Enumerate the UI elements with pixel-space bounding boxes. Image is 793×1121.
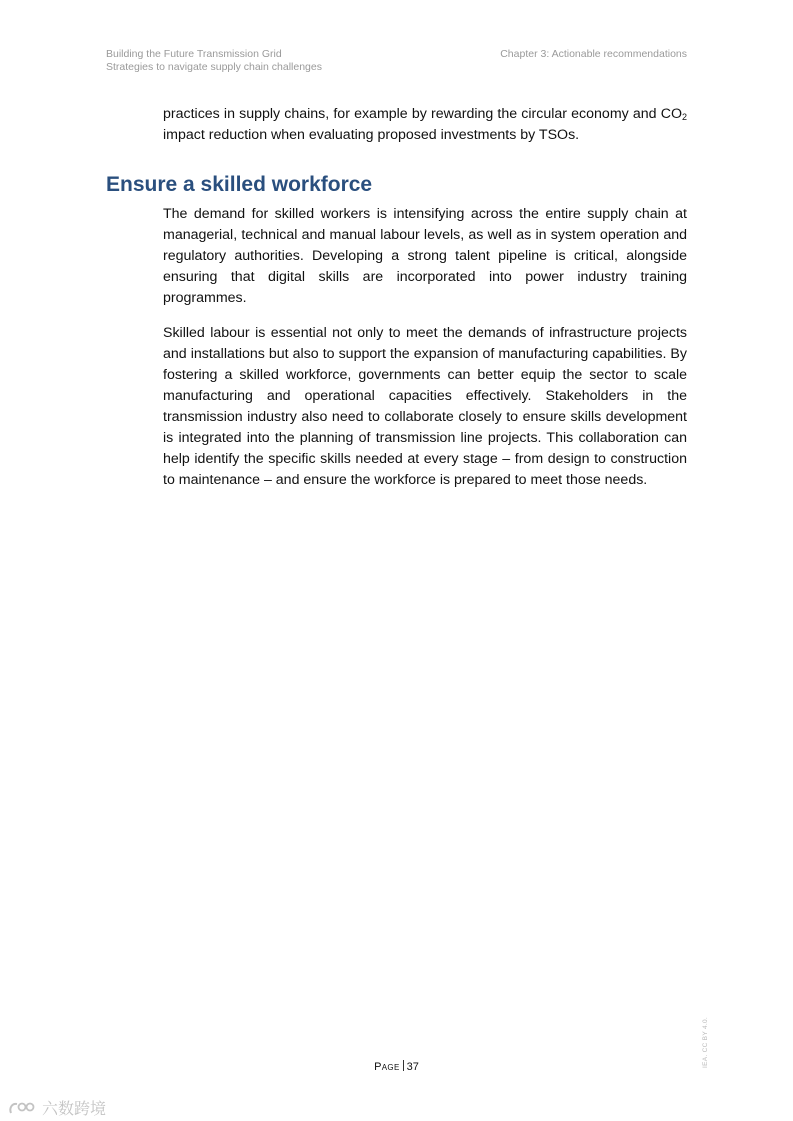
- license-credit: IEA. CC BY 4.0.: [702, 1017, 709, 1068]
- co2-subscript: 2: [681, 112, 687, 122]
- chapter-title: Chapter 3: Actionable recommendations: [500, 48, 687, 60]
- watermark-text: 六数跨境: [42, 1101, 107, 1118]
- intro-text-before: practices in supply chains, for example by rewarding the circular economy and CO: [163, 106, 682, 122]
- page-label: Page: [374, 1061, 400, 1073]
- section-heading: Ensure a skilled workforce: [106, 173, 373, 196]
- watermark-logo-icon: [8, 1100, 38, 1116]
- report-subtitle: Strategies to navigate supply chain challenges: [106, 61, 322, 73]
- intro-paragraph: [163, 104, 687, 146]
- watermark: [8, 1096, 106, 1119]
- body-paragraph-2: Skilled labour is essential not only to meet the demands of infrastructure projects and installations but also to support the expansion of manufacturing capabilities. By fostering a skilled workforce, governments can better equip the sector to scale manufacturing and operational capacities effectively. Stakeholders in the transmission industry also need to collaborate closely to ensure skills development is integrated into the planning of transmission line projects. This collaboration can help identify the specific skills needed at every stage – from design to construction to maintenance – and ensure the workforce is prepared to meet those needs.: [163, 325, 687, 488]
- body-paragraph-1: The demand for skilled workers is intensifying across the entire supply chain at managerial, technical and manual labour levels, as well as in system operation and regulatory authorities. Developing a strong talent pipeline is critical, alongside ensuring that digital skills are incorporated into power industry training programmes.: [163, 206, 687, 306]
- page-separator: [403, 1060, 404, 1071]
- running-header-left: [106, 48, 322, 74]
- page-number: 37: [406, 1061, 419, 1073]
- intro-text-after: impact reduction when evaluating proposed investments by TSOs.: [163, 127, 580, 143]
- page-number-footer: [0, 1060, 793, 1073]
- report-title: Building the Future Transmission Grid: [106, 48, 282, 60]
